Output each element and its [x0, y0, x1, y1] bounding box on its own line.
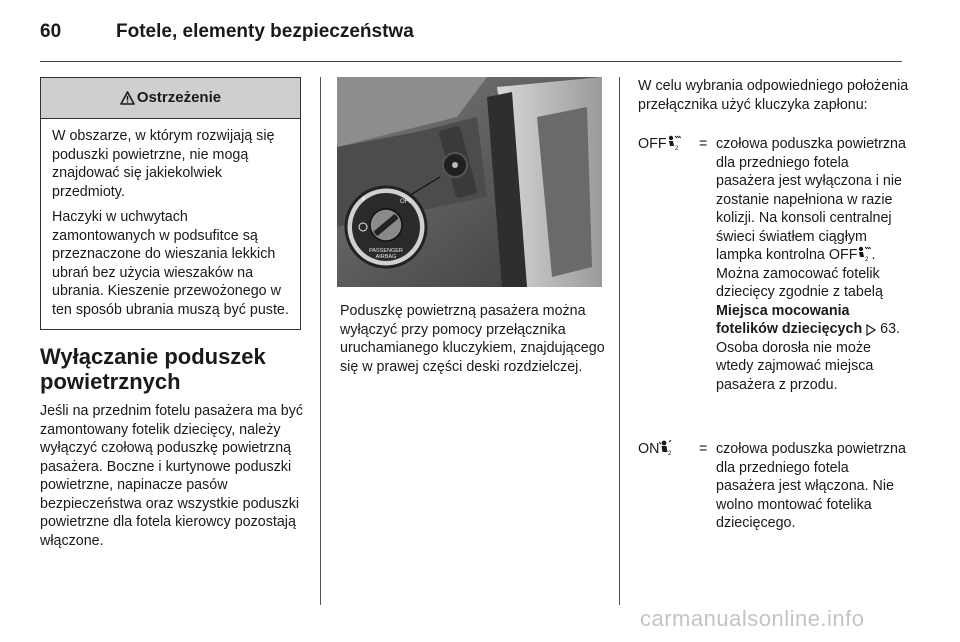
off-position-entry	[638, 135, 910, 440]
warning-triangle-icon	[120, 91, 135, 105]
column-divider-right	[619, 77, 620, 605]
airbag-off-icon	[857, 246, 871, 262]
column-divider-left	[320, 77, 321, 605]
svg-text:AIRBAG: AIRBAG	[375, 254, 397, 260]
svg-text:2: 2	[865, 257, 869, 262]
watermark: carmanualsonline.info	[640, 606, 865, 631]
on-position-entry	[638, 440, 910, 550]
on-position-description: czołowa poduszka powietrzna dla przedniego fotela pasażera jest włączona. Nie wolno montować fotelika dziecięcego.	[716, 441, 906, 531]
section-title: Wyłączanie poduszek powietrznych	[40, 344, 266, 394]
svg-text:2: 2	[674, 146, 678, 151]
page-reference-arrow-icon	[866, 324, 876, 336]
switch-intro-text: W celu wybrania odpowiedniego położenia przełącznika użyć kluczyka zapłonu:	[638, 78, 909, 113]
off-equals-sign: =	[699, 136, 708, 152]
section-body: Jeśli na przednim fotelu pasażera ma być zamontowany fotelik dziecięcy, należy wyłączyć czołową poduszkę powietrzną pasażera. Boczne i kurtynowe poduszki powietrzne, napinacze pasów bezpieczeństwa oraz wszystkie poduszki powietrzne dla fotela kierowcy pozostają włączone.	[40, 403, 304, 549]
svg-text:●: ●	[361, 194, 366, 203]
svg-text:2: 2	[668, 451, 672, 456]
airbag-on-icon	[659, 440, 673, 456]
warning-body	[41, 119, 300, 319]
on-equals-sign: =	[699, 441, 708, 457]
off-position-label: OFF 2	[638, 135, 681, 154]
svg-text:PASSENGER: PASSENGER	[369, 248, 403, 254]
warning-paragraph: Haczyki w uchwytach zamontowanych w podsufitce są przeznaczone do wieszania lekkich ubrań bez użycia wieszaków na ubrania. Kieszenie przewożonego w ten sposób ubrania muszą być puste.	[52, 209, 289, 318]
seat-mounting-reference[interactable]: Miejsca mocowania fotelików dziecięcych	[716, 302, 863, 337]
warning-paragraph: W obszarze, w którym rozwijają się poduszki powietrzne, nie mogą znajdować się jakiekolwiek przedmioty.	[52, 128, 275, 200]
svg-text:OFF: OFF	[400, 199, 412, 205]
on-position-label: ON 2	[638, 441, 672, 457]
header-rule	[40, 61, 902, 62]
airbag-switch-illustration	[337, 77, 602, 287]
off-position-description: czołowa poduszka powietrzna dla przedniego fotela pasażera jest wyłączona i nie zostanie napełniona w razie kolizji. Na konsoli centralnej świeci światłem ciągłym lampka kontrolna OFF 2 . Można zamocować fotelik dziecięcy zgodnie z tabelą Miejsca mocowania fotelików dziecięcych 63. Osoba dorosła nie może wtedy zajmować miejsca pasażera z przodu.	[716, 136, 906, 393]
figure-caption: Poduszkę powietrzną pasażera można wyłączyć przy pomocy przełącznika uruchamianego kluczykiem, znajdującego się w prawej części deski rozdzielczej.	[340, 303, 605, 375]
warning-box	[40, 77, 301, 330]
warning-header	[41, 78, 300, 119]
warning-title: Ostrzeżenie	[136, 89, 222, 106]
chapter-title: Fotele, elementy bezpieczeństwa	[116, 21, 414, 42]
page-number: 60	[40, 21, 62, 42]
page-header	[40, 15, 920, 51]
reference-page: 63.	[880, 321, 901, 337]
airbag-off-icon	[667, 135, 681, 151]
dashboard-switch-photo	[337, 77, 602, 287]
